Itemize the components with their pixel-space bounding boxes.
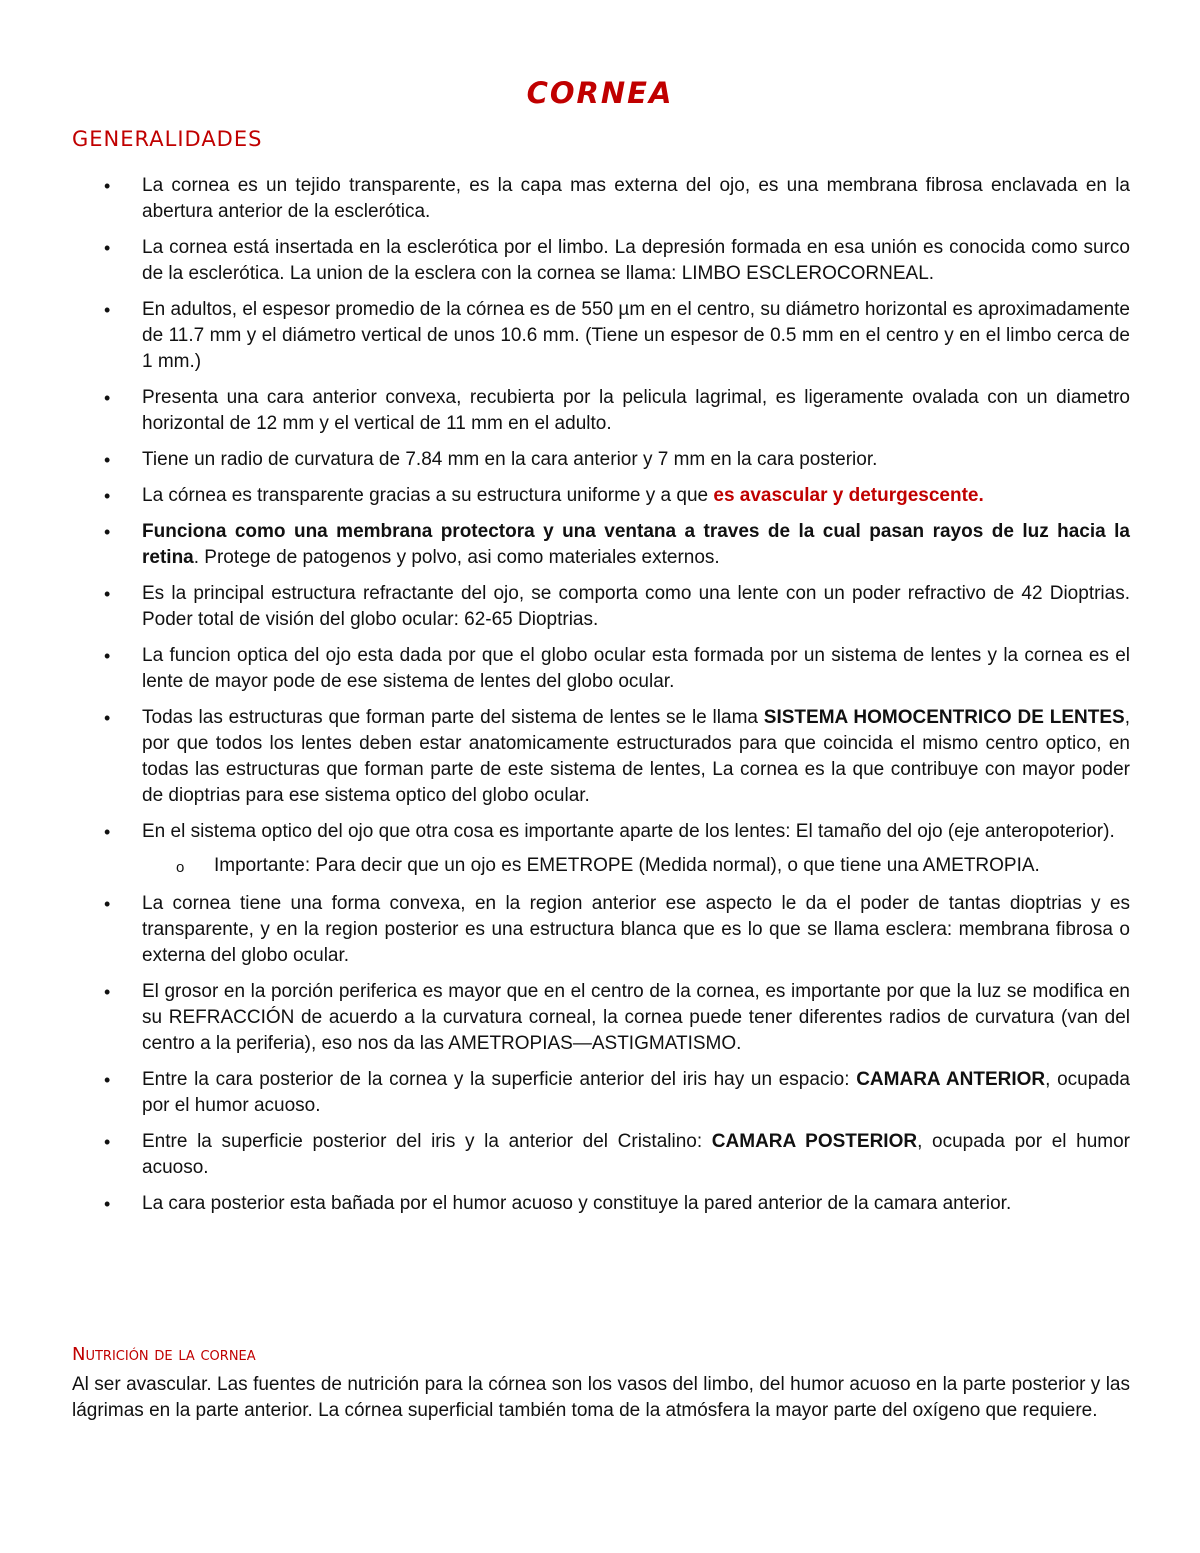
bullet-icon: • — [104, 822, 111, 842]
bullet-icon: • — [104, 176, 111, 196]
list-item — [0, 385, 1130, 437]
list-item-text: Entre la superficie posterior del iris y la anterior del Cristalino: — [142, 1131, 712, 1152]
list-item-text: La cornea tiene una forma convexa, en la region anterior ese aspecto le da el poder de tantas dioptrias y es transparente, y en la region posterior es una estructura blanca que es lo que se llama esclera: membrana fibrosa o externa del globo ocular. — [142, 893, 1130, 966]
list-item-text: La funcion optica del ojo esta dada por que el globo ocular esta formada por un sistema de lentes y la cornea es el lente de mayor pode de ese sistema de lentes del globo ocular. — [142, 645, 1130, 692]
bullet-icon: • — [104, 522, 111, 542]
list-item — [0, 891, 1130, 969]
list-item-text: La cara posterior esta bañada por el humor acuoso y constituye la pared anterior de la camara anterior. — [142, 1193, 1012, 1214]
list-item-text: , ocupada por el humor acuoso. — [142, 1069, 1131, 1116]
highlighted-text: es avascular y deturgescente. — [713, 485, 984, 506]
bold-text: Funciona como una membrana protectora y una ventana a traves de la cual pasan rayos de luz hacia la retina — [142, 521, 1130, 568]
section-heading-generalidades: GENERALIDADES — [72, 127, 263, 151]
bullet-icon: • — [104, 388, 111, 408]
list-item-text: , ocupada por el humor acuoso. — [142, 1131, 1130, 1178]
list-item — [0, 173, 1130, 225]
bullet-icon: • — [104, 982, 111, 1002]
list-item-text: Tiene un radio de curvatura de 7.84 mm en la cara anterior y 7 mm en la cara posterior. — [142, 449, 878, 470]
bullet-icon: • — [104, 1070, 111, 1090]
list-item — [0, 1067, 1130, 1119]
sub-list-item — [0, 853, 1130, 879]
list-item-text: La córnea es transparente gracias a su estructura uniforme y a que — [142, 485, 714, 506]
list-item — [0, 1129, 1130, 1181]
list-item-text: En el sistema optico del ojo que otra cosa es importante aparte de los lentes: El tamaño del ojo (eje anteropoterior). — [142, 821, 1115, 842]
nutricion-paragraph: Al ser avascular. Las fuentes de nutrición para la córnea son los vasos del limbo, del humor acuoso en la parte posterior y las lágrimas en la parte anterior. La córnea superficial también toma de la atmósfera la mayor parte del oxígeno que requiere. — [72, 1374, 1130, 1421]
list-item-text: Todas las estructuras que forman parte del sistema de lentes se le llama — [142, 707, 764, 728]
list-item-text: La cornea es un tejido transparente, es la capa mas externa del ojo, es una membrana fibrosa enclavada en la abertura anterior de la esclerótica. — [142, 175, 1130, 222]
list-item — [0, 235, 1130, 287]
bullet-icon: • — [104, 894, 111, 914]
list-item — [0, 483, 1130, 509]
list-item-text: . Protege de patogenos y polvo, asi como materiales externos. — [193, 547, 720, 568]
list-item — [0, 643, 1130, 695]
bold-text: SISTEMA HOMOCENTRICO DE LENTES — [763, 707, 1125, 728]
list-item-text: En adultos, el espesor promedio de la córnea es de 550 µm en el centro, su diámetro horizontal es aproximadamente de 11.7 mm y el diámetro vertical de unos 10.6 mm. (Tiene un espesor de 0.5 mm en el centro y en el limbo cerca de 1 mm.) — [142, 299, 1130, 372]
list-item — [0, 819, 1130, 845]
section-heading-nutricion: Nutrición de la cornea — [72, 1344, 256, 1365]
list-item — [0, 519, 1130, 571]
bullet-icon: • — [104, 1194, 111, 1214]
list-item-text: Es la principal estructura refractante del ojo, se comporta como una lente con un poder refractivo de 42 Dioptrias. Poder total de visión del globo ocular: 62-65 Dioptrias. — [142, 583, 1130, 630]
list-item-text: Presenta una cara anterior convexa, recubierta por la pelicula lagrimal, es ligeramente ovalada con un diametro horizontal de 12 mm y el vertical de 11 mm en el adulto. — [142, 387, 1130, 434]
list-item-text: El grosor en la porción periferica es mayor que en el centro de la cornea, es importante por que la luz se modifica en su REFRACCIÓN de acuerdo a la curvatura corneal, la cornea puede tener diferentes radios de curvatura (van del centro a la periferia), eso nos da las AMETROPIAS—ASTIGMATISMO. — [142, 981, 1130, 1054]
bullet-icon: • — [104, 1132, 111, 1152]
list-item — [0, 979, 1130, 1057]
list-item — [0, 1191, 1130, 1217]
list-item-text: , por que todos los lentes deben estar anatomicamente estructurados para que coincida el mismo centro optico, en todas las estructuras que forman parte de este sistema de lentes, La cornea es la que contribuye con mayor poder de dioptrias para ese sistema optico del globo ocular. — [142, 707, 1130, 806]
bullet-list — [0, 173, 1200, 1227]
list-item-text: Entre la cara posterior de la cornea y la superficie anterior del iris hay un espacio: — [142, 1069, 857, 1090]
list-item — [0, 581, 1130, 633]
bullet-icon: • — [104, 238, 111, 258]
page-title: CORNEA — [526, 76, 674, 110]
bullet-icon: • — [104, 584, 111, 604]
bold-text: CAMARA ANTERIOR — [856, 1069, 1046, 1090]
list-item — [0, 447, 1130, 473]
bullet-icon: • — [104, 486, 111, 506]
sub-bullet-icon: o — [176, 859, 185, 876]
list-item-text: La cornea está insertada en la esclerótica por el limbo. La depresión formada en esa unión es conocida como surco de la esclerótica. La union de la esclera con la cornea se llama: LIMBO ESCLEROCORNEAL. — [142, 237, 1130, 284]
bullet-icon: • — [104, 646, 111, 666]
list-item — [0, 705, 1130, 809]
bold-text: CAMARA POSTERIOR — [711, 1131, 918, 1152]
bullet-icon: • — [104, 708, 111, 728]
list-item — [0, 297, 1130, 375]
sub-list-item-text: Importante: Para decir que un ojo es EMETROPE (Medida normal), o que tiene una AMETROPIA. — [214, 855, 1040, 876]
bullet-icon: • — [104, 300, 111, 320]
bullet-icon: • — [104, 450, 111, 470]
